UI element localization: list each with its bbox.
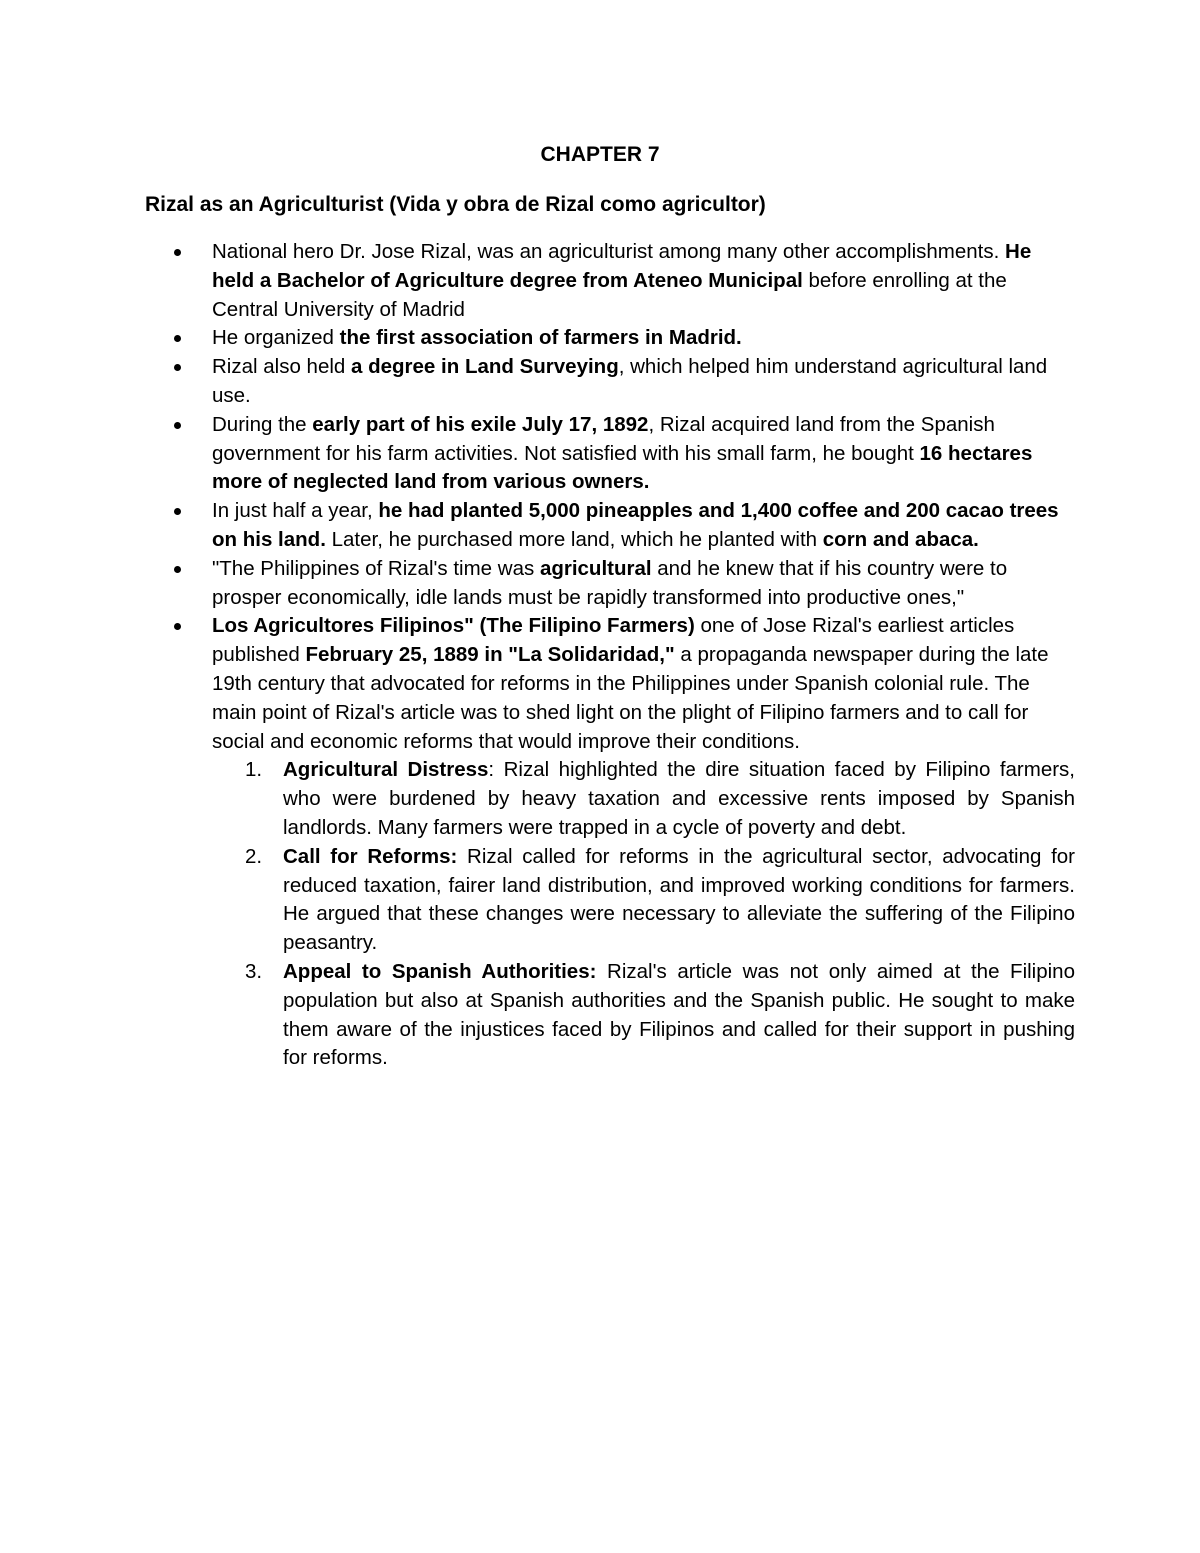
bullet-text [212, 326, 742, 349]
bold-text-segment: he had planted 5,000 pineapples and 1,400 coffee and 200 cacao trees on his land. [212, 499, 1059, 551]
bullet-dot-icon [174, 566, 181, 573]
numbered-item-marker: 1. [245, 758, 263, 782]
bullet-text [212, 413, 1032, 494]
bullet-item [170, 411, 1062, 497]
text-segment: National hero Dr. Jose Rizal, was an agriculturist among many other accomplishments. [212, 240, 1006, 263]
bold-text-segment: agricultural [539, 556, 652, 580]
numbered-item [245, 958, 1075, 1073]
bullet-text [212, 614, 1049, 752]
bullet-text [212, 240, 1031, 321]
bold-text-segment: 16 hectares more of neglected land from various owners. [212, 441, 1033, 494]
section-heading: Rizal as an Agriculturist (Vida y obra de Rizal como agricultor) [145, 193, 766, 216]
bold-text-segment: Los Agricultores Filipinos" (The Filipino Farmers) [212, 614, 695, 638]
bullet-text [212, 355, 1047, 407]
numbered-item-marker: 3. [245, 959, 263, 983]
bullet-dot-icon [174, 249, 181, 256]
bullet-item [170, 497, 1062, 555]
bullet-list [170, 238, 1075, 1073]
numbered-item-marker: 2. [245, 844, 263, 868]
bullet-item [170, 612, 1075, 1073]
text-segment: , Rizal acquired land from the Spanish government for his farm activities. Not satisfied with his small farm, he bought [212, 412, 995, 465]
text-segment: Rizal also held [212, 355, 352, 379]
chapter-title: CHAPTER 7 [540, 143, 660, 166]
bold-text-segment: Agricultural Distress [283, 758, 489, 782]
bullet-dot-icon [174, 623, 181, 630]
numbered-list [245, 756, 1075, 1073]
bold-text-segment: Appeal to Spanish Authorities: [283, 959, 597, 983]
numbered-item [245, 756, 1075, 842]
text-segment: a propaganda newspaper during the late 19th century that advocated for reforms in the Philippines under Spanish colonial rule. The main point of Rizal's article was to shed light on the plight of Filipino farmers and to call for social and economic reforms that would improve their conditions. [212, 643, 1049, 753]
text-segment: "The Philippines of Rizal's time was [212, 556, 540, 580]
bold-text-segment: He held a Bachelor of Agriculture degree from Ateneo Municipal [212, 240, 1032, 292]
numbered-item [245, 843, 1075, 958]
bullet-text [212, 499, 1059, 551]
bold-text-segment: early part of his exile July 17, 1892 [312, 412, 649, 436]
bullet-dot-icon [174, 422, 181, 429]
text-segment: Rizal called for reforms in the agricultural sector, advocating for reduced taxation, fairer land distribution, and improved working conditions for farmers. He argued that these changes were necessary to alleviate the suffering of the Filipino peasantry. [283, 844, 1075, 955]
bold-text-segment: Call for Reforms: [283, 844, 458, 868]
bullet-item [170, 238, 1062, 324]
bullet-text [212, 557, 1007, 609]
text-segment: one of Jose Rizal's earliest articles published [212, 614, 1015, 667]
text-segment: and he knew that if his country were to prosper economically, idle lands must be rapidly transformed into productive ones," [212, 556, 1008, 609]
text-segment: He organized [212, 326, 340, 350]
text-segment: : Rizal highlighted the dire situation faced by Filipino farmers, who were burdened by heavy taxation and excessive rents imposed by Spanish landlords. Many farmers were trapped in a cycle of poverty and debt. [283, 758, 1075, 839]
bullet-dot-icon [174, 335, 181, 342]
text-segment: During the [212, 412, 313, 436]
bullet-item [170, 353, 1062, 411]
bold-text-segment: the first association of farmers in Madrid. [339, 326, 742, 350]
text-segment: In just half a year, [212, 499, 379, 523]
bold-text-segment: a degree in Land Surveying [351, 355, 619, 379]
bullet-item [170, 555, 1062, 613]
text-segment: Later, he purchased more land, which he planted with [325, 527, 823, 551]
bold-text-segment: February 25, 1889 in "La Solidaridad," [305, 643, 675, 667]
text-segment: Rizal's article was not only aimed at the Filipino population but also at Spanish authorities and the Spanish public. He sought to make them aware of the injustices faced by Filipinos and called for their support in pushing for reforms. [283, 959, 1075, 1070]
text-segment: , which helped him understand agricultural land use. [212, 355, 1048, 407]
bullet-dot-icon [174, 508, 181, 515]
bullet-item [170, 324, 1062, 353]
bold-text-segment: corn and abaca. [822, 527, 979, 551]
text-segment: before enrolling at the Central University of Madrid [212, 268, 1007, 321]
bullet-dot-icon [174, 364, 181, 371]
